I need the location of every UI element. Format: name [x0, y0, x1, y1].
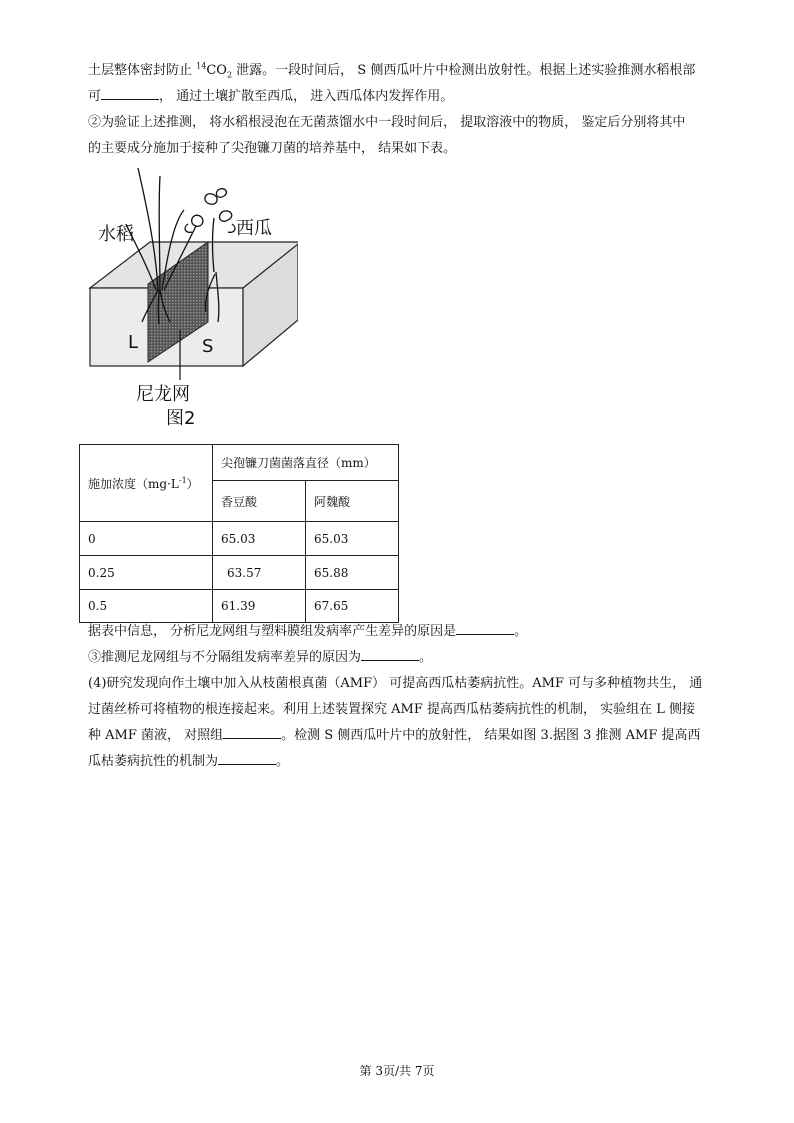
- header-diameter: 尖孢镰刀菌菌落直径（mm）: [213, 445, 399, 481]
- text: 过菌丝桥可将植物的根连接起来。利用上述装置探究 AMF 提高西瓜枯萎病抗性的机制， 实验组在 L 侧接: [88, 702, 696, 717]
- text: ， 通过土壤扩散至西瓜， 进入西瓜体内发挥作用。: [159, 89, 454, 104]
- cell-ferulic: 65.88: [306, 556, 399, 590]
- cell-conc: 0.5: [80, 590, 213, 623]
- label-S: S: [202, 336, 214, 357]
- text: 可: [88, 89, 102, 104]
- col-coumaric: 香豆酸: [213, 481, 306, 522]
- text: CO: [206, 63, 227, 78]
- label-watermelon: 西瓜: [236, 218, 272, 239]
- text: 。: [276, 754, 290, 769]
- text: 。: [514, 624, 528, 639]
- text: 据表中信息， 分析尼龙网组与塑料膜组发病率产生差异的原因是: [88, 624, 457, 639]
- answer-blank[interactable]: [456, 620, 514, 635]
- table-row: [80, 590, 399, 623]
- text: ②为验证上述推测， 将水稻根浸泡在无菌蒸馏水中一段时间后， 提取溶液中的物质， 鉴定后分别将其中: [88, 115, 686, 130]
- superscript: 14: [196, 61, 207, 71]
- paragraph-5: [88, 671, 710, 775]
- paragraph-1: [88, 58, 710, 110]
- cell-coumaric: 65.03: [213, 522, 306, 556]
- text: 的主要成分施加于接种了尖孢镰刀菌的培养基中， 结果如下表。: [88, 141, 457, 156]
- text: (4)研究发现向作土壤中加入从枝菌根真菌（AMF） 可提高西瓜枯萎病抗性。AMF 可与多种植物共生， 通: [88, 676, 703, 691]
- answer-blank[interactable]: [101, 85, 159, 100]
- figure-2: [88, 162, 298, 432]
- label-nylon-net: 尼龙网: [136, 384, 190, 405]
- cell-ferulic: 67.65: [306, 590, 399, 623]
- cell-ferulic: 65.03: [306, 522, 399, 556]
- text: 土层整体密封防止: [88, 63, 197, 78]
- text: 瓜枯萎病抗性的机制为: [88, 754, 219, 769]
- answer-blank[interactable]: [361, 646, 419, 661]
- text: 种 AMF 菌液， 对照组: [88, 728, 224, 743]
- table-row: [80, 522, 399, 556]
- text: 泄露。一段时间后， S 侧西瓜叶片中检测出放射性。根据上述实验推测水稻根部: [232, 63, 696, 78]
- paragraph-3: [88, 619, 710, 671]
- table-row: [80, 556, 399, 590]
- cell-conc: 0: [80, 522, 213, 556]
- label-L: L: [128, 332, 139, 353]
- text: 。检测 S 侧西瓜叶片中的放射性， 结果如图 3.据图 3 推测 AMF 提高西: [281, 728, 701, 743]
- subscript: 2: [226, 70, 233, 80]
- text: 。: [419, 650, 433, 665]
- answer-blank[interactable]: [218, 750, 276, 765]
- apparatus-diagram: [88, 162, 298, 432]
- text: ③推测尼龙网组与不分隔组发病率差异的原因为: [88, 650, 362, 665]
- label-rice: 水稻: [98, 224, 134, 245]
- figure-caption: 图2: [166, 408, 196, 429]
- page-footer: 第 3页/共 7页: [359, 1064, 435, 1078]
- header-concentration: 施加浓度$(mg\cdot L^{-1})$: [80, 445, 213, 522]
- data-table: [79, 444, 399, 623]
- cell-coumaric: 63.57: [213, 556, 306, 590]
- col-ferulic: 阿魏酸: [306, 481, 399, 522]
- paragraph-2: [88, 110, 710, 162]
- answer-blank[interactable]: [223, 724, 281, 739]
- cell-coumaric: 61.39: [213, 590, 306, 623]
- cell-conc: 0.25: [80, 556, 213, 590]
